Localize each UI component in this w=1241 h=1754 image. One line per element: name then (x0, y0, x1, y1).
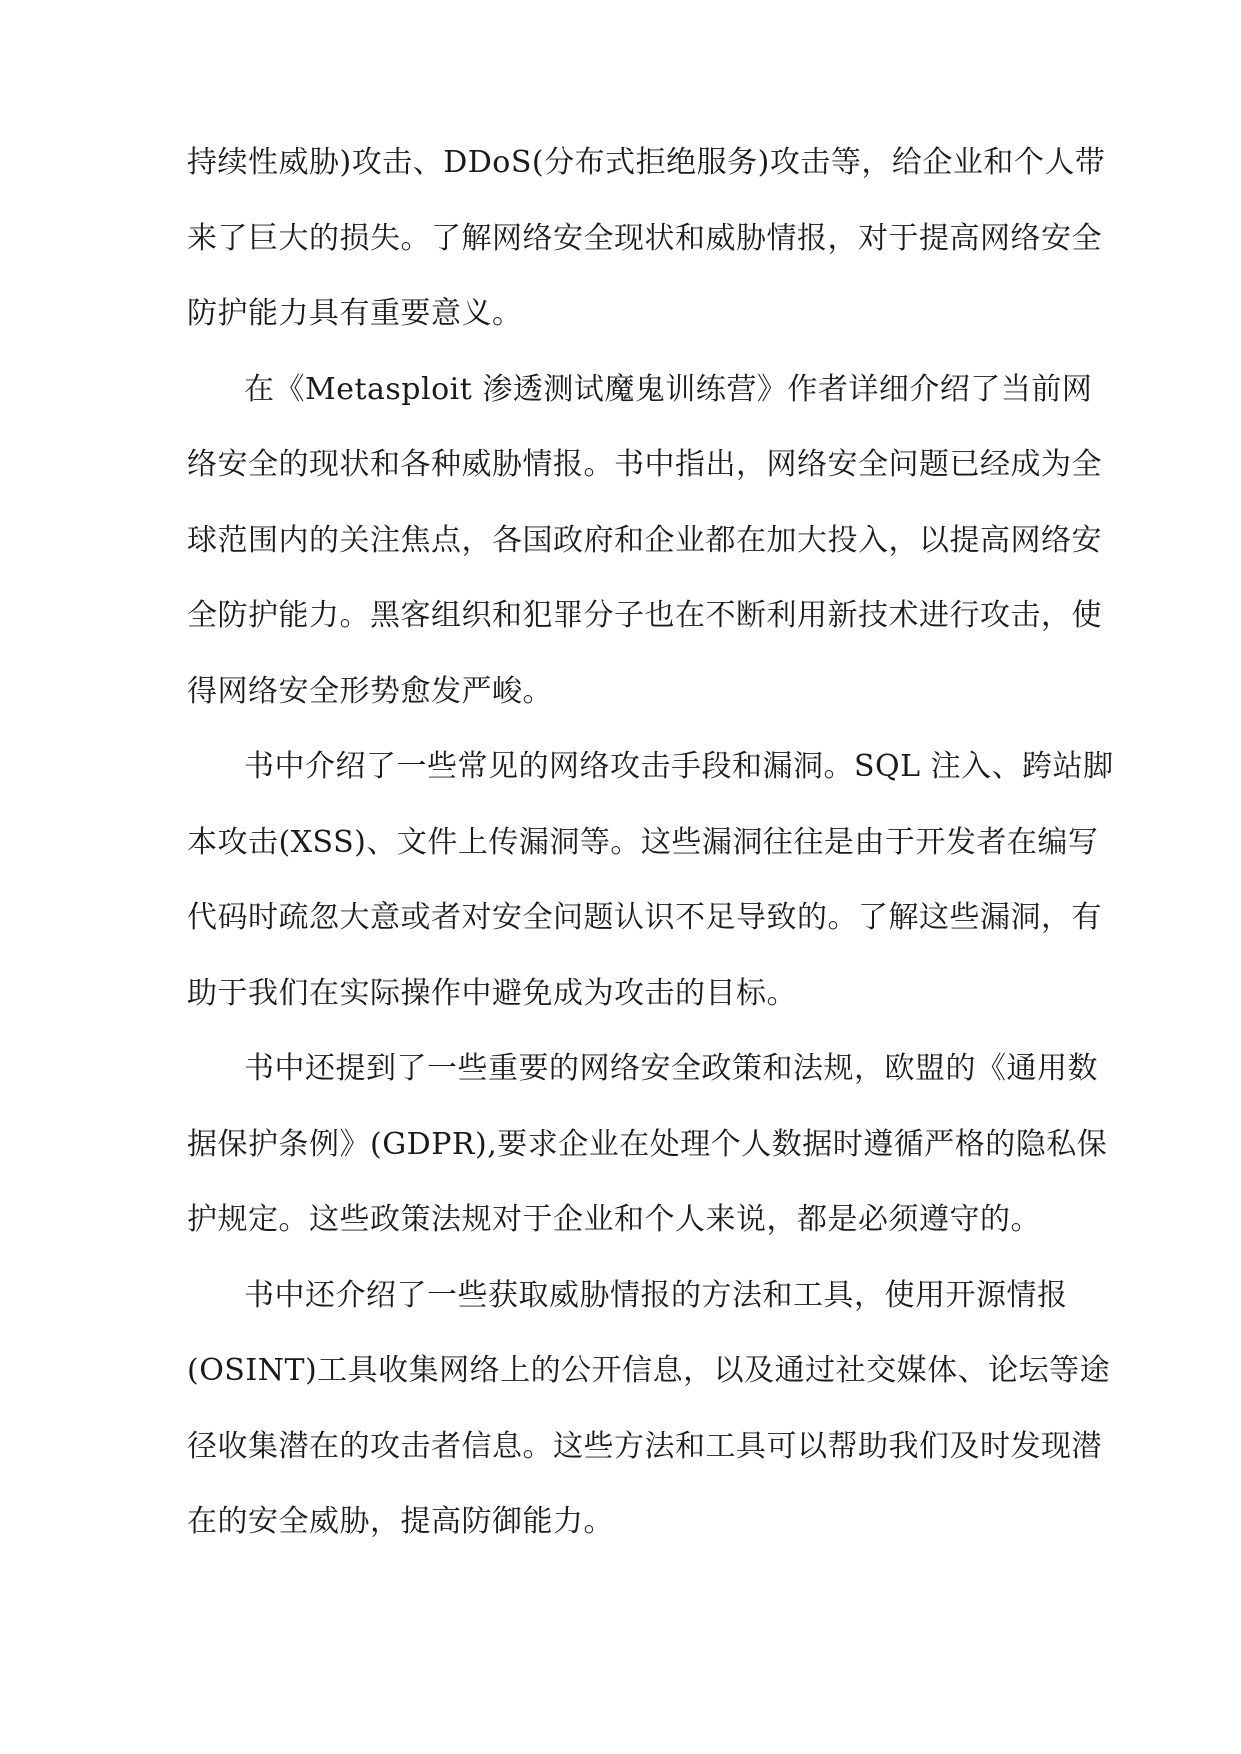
paragraph-5-line-2: (OSINT)工具收集网络上的公开信息，以及通过社交媒体、论坛等途 (187, 1353, 1111, 1388)
paragraph-5-line-3: 径收集潜在的攻击者信息。这些方法和工具可以帮助我们及时发现潜 (187, 1428, 1102, 1464)
paragraph-1-line-1: 持续性威胁)攻击、DDoS(分布式拒绝服务)攻击等，给企业和个人带 (187, 145, 1106, 180)
paragraph-1-line-3: 防护能力具有重要意义。 (187, 296, 523, 331)
paragraph-1-line-2: 来了巨大的损失。了解网络安全现状和威胁情报，对于提高网络安全 (187, 220, 1102, 256)
paragraph-2-line-2: 络安全的现状和各种威胁情报。书中指出，网络安全问题已经成为全 (187, 447, 1102, 482)
paragraph-3-line-2: 本攻击(XSS)、文件上传漏洞等。这些漏洞往往是由于开发者在编写 (187, 824, 1099, 860)
paragraph-3-line-3: 代码时疏忽大意或者对安全问题认识不足导致的。了解这些漏洞，有 (187, 900, 1102, 935)
paragraph-5-line-4: 在的安全威胁，提高防御能力。 (187, 1504, 614, 1539)
paragraph-2-line-3: 球范围内的关注焦点，各国政府和企业都在加大投入，以提高网络安 (187, 522, 1102, 558)
paragraph-4-line-3: 护规定。这些政策法规对于企业和个人来说，都是必须遵守的。 (187, 1202, 1041, 1237)
paragraph-3-line-1: 书中介绍了一些常见的网络攻击手段和漏洞。SQL 注入、跨站脚 (244, 749, 1114, 784)
paragraph-2-line-5: 得网络安全形势愈发严峻。 (187, 673, 553, 709)
paragraph-3-line-4: 助于我们在实际操作中避免成为攻击的目标。 (187, 975, 797, 1011)
paragraph-2-line-1: 在《Metasploit 渗透测试魔鬼训练营》作者详细介绍了当前网 (244, 371, 1093, 407)
document-body (187, 143, 1114, 1578)
paragraph-5-line-1: 书中还介绍了一些获取威胁情报的方法和工具，使用开源情报 (244, 1277, 1068, 1313)
paragraph-4-line-2: 据保护条例》(GDPR),要求企业在处理个人数据时遵循严格的隐私保 (187, 1126, 1108, 1162)
paragraph-4-line-1: 书中还提到了一些重要的网络安全政策和法规，欧盟的《通用数 (244, 1051, 1098, 1086)
paragraph-2-line-4: 全防护能力。黑客组织和犯罪分子也在不断利用新技术进行攻击，使 (187, 598, 1102, 633)
